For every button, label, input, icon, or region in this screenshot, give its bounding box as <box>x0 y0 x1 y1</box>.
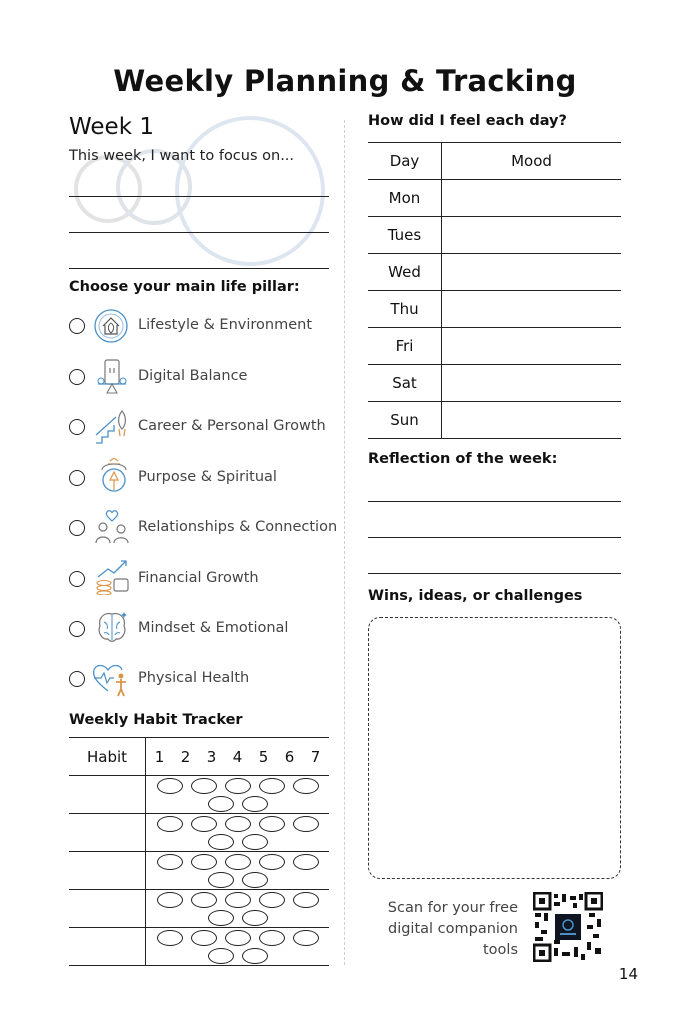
habit-checkbox[interactable] <box>191 816 217 832</box>
pillar-label: Physical Health <box>138 670 250 686</box>
pillar-label: Lifestyle & Environment <box>138 317 313 333</box>
radio-button[interactable] <box>69 470 85 486</box>
radio-button[interactable] <box>69 621 85 637</box>
habit-checkboxes <box>146 852 330 890</box>
habit-checkbox[interactable] <box>259 778 285 794</box>
habit-checkbox[interactable] <box>208 796 234 812</box>
radio-button[interactable] <box>69 369 85 385</box>
habit-checkbox[interactable] <box>208 948 234 964</box>
day-number: 1 <box>154 747 165 766</box>
habit-checkboxes <box>146 890 330 928</box>
habit-checkbox[interactable] <box>242 910 268 926</box>
habit-checkbox[interactable] <box>208 834 234 850</box>
mood-cell[interactable] <box>442 328 622 365</box>
reflection-line-2[interactable] <box>368 537 621 538</box>
qr-code[interactable] <box>533 892 603 962</box>
day-column-headers <box>146 738 330 776</box>
pillar-label: Financial Growth <box>138 570 259 586</box>
mood-row <box>368 254 621 291</box>
day-cell: Fri <box>368 328 442 365</box>
habit-row <box>69 814 329 852</box>
rocket-stairs-icon <box>94 409 130 445</box>
pillar-heading: Choose your main life pillar: <box>69 279 300 295</box>
habit-checkbox[interactable] <box>242 872 268 888</box>
habit-checkbox[interactable] <box>293 816 319 832</box>
habit-column-header: Habit <box>69 738 146 776</box>
day-number: 4 <box>232 747 243 766</box>
habit-checkbox[interactable] <box>191 854 217 870</box>
day-column-header: Day <box>368 143 442 180</box>
day-number: 5 <box>258 747 269 766</box>
radio-button[interactable] <box>69 520 85 536</box>
mood-header-row <box>368 143 621 180</box>
habit-checkbox[interactable] <box>208 872 234 888</box>
mood-row <box>368 365 621 402</box>
habit-row <box>69 890 329 928</box>
habit-checkbox[interactable] <box>259 892 285 908</box>
habit-checkbox[interactable] <box>293 778 319 794</box>
pillar-label: Relationships & Connection <box>138 519 338 535</box>
phone-balance-icon <box>94 358 130 394</box>
habit-checkbox[interactable] <box>242 834 268 850</box>
day-cell: Sat <box>368 365 442 402</box>
habit-name-cell[interactable] <box>69 890 146 928</box>
habit-checkbox[interactable] <box>225 892 251 908</box>
focus-prompt: This week, I want to focus on... <box>69 148 295 164</box>
scan-line-3: tools <box>482 942 518 958</box>
mood-row <box>368 180 621 217</box>
mood-cell[interactable] <box>442 291 622 328</box>
mood-row <box>368 328 621 365</box>
page-number: 14 <box>618 965 638 983</box>
habit-checkbox[interactable] <box>191 892 217 908</box>
day-number: 6 <box>284 747 295 766</box>
habit-checkbox[interactable] <box>157 854 183 870</box>
mood-cell[interactable] <box>442 180 622 217</box>
radio-button[interactable] <box>69 571 85 587</box>
house-leaf-icon <box>93 308 129 344</box>
habit-checkbox[interactable] <box>225 930 251 946</box>
mood-table <box>368 142 621 439</box>
heart-pulse-person-icon <box>92 661 128 697</box>
habit-checkbox[interactable] <box>259 930 285 946</box>
column-divider <box>344 120 345 965</box>
habit-checkbox[interactable] <box>293 930 319 946</box>
habit-name-cell[interactable] <box>69 814 146 852</box>
habit-checkbox[interactable] <box>242 948 268 964</box>
reflection-line-3[interactable] <box>368 573 621 574</box>
habit-checkbox[interactable] <box>225 816 251 832</box>
mood-cell[interactable] <box>442 402 622 439</box>
habit-row <box>69 928 329 966</box>
day-cell: Thu <box>368 291 442 328</box>
habit-checkboxes <box>146 928 330 966</box>
habit-name-cell[interactable] <box>69 928 146 966</box>
mood-cell[interactable] <box>442 217 622 254</box>
radio-button[interactable] <box>69 318 85 334</box>
habit-checkbox[interactable] <box>293 892 319 908</box>
habit-row <box>69 776 329 814</box>
habit-checkbox[interactable] <box>157 930 183 946</box>
day-number: 7 <box>310 747 321 766</box>
habit-checkbox[interactable] <box>157 778 183 794</box>
habit-tracker-heading: Weekly Habit Tracker <box>69 712 243 728</box>
page-title: Weekly Planning & Tracking <box>113 64 577 98</box>
habit-checkbox[interactable] <box>191 778 217 794</box>
habit-checkbox[interactable] <box>225 854 251 870</box>
habit-name-cell[interactable] <box>69 852 146 890</box>
day-cell: Mon <box>368 180 442 217</box>
habit-row <box>69 852 329 890</box>
habit-checkbox[interactable] <box>242 796 268 812</box>
mood-cell[interactable] <box>442 365 622 402</box>
wins-heading: Wins, ideas, or challenges <box>368 588 583 604</box>
mood-row <box>368 402 621 439</box>
mood-row <box>368 291 621 328</box>
radio-button[interactable] <box>69 419 85 435</box>
day-number: 3 <box>206 747 217 766</box>
habit-checkboxes <box>146 776 330 814</box>
people-heart-icon <box>94 509 130 545</box>
scan-caption <box>380 898 518 961</box>
day-cell: Wed <box>368 254 442 291</box>
mood-column-header: Mood <box>442 143 622 180</box>
reflection-heading: Reflection of the week: <box>368 451 558 467</box>
wins-notes-box[interactable] <box>368 617 621 879</box>
habit-checkbox[interactable] <box>259 816 285 832</box>
focus-line-3[interactable] <box>69 268 329 269</box>
pillar-label: Mindset & Emotional <box>138 620 289 636</box>
habit-checkbox[interactable] <box>259 854 285 870</box>
pillar-label: Career & Personal Growth <box>138 418 326 434</box>
focus-line-1[interactable] <box>69 196 329 197</box>
habit-tracker-table <box>69 737 329 966</box>
coins-wallet-icon <box>94 559 130 595</box>
day-cell: Tues <box>368 217 442 254</box>
habit-checkbox[interactable] <box>225 778 251 794</box>
habit-checkbox[interactable] <box>157 892 183 908</box>
habit-checkbox[interactable] <box>293 854 319 870</box>
radio-button[interactable] <box>69 671 85 687</box>
mood-cell[interactable] <box>442 254 622 291</box>
day-number: 2 <box>180 747 191 766</box>
lantern-icon <box>96 458 132 494</box>
habit-checkboxes <box>146 814 330 852</box>
scan-line-2: digital companion <box>387 921 518 937</box>
mood-row <box>368 217 621 254</box>
pillar-label: Digital Balance <box>138 368 248 384</box>
week-label: Week 1 <box>69 114 154 140</box>
day-cell: Sun <box>368 402 442 439</box>
scan-line-1: Scan for your free <box>387 900 518 916</box>
habit-checkbox[interactable] <box>191 930 217 946</box>
habit-header-row <box>69 738 329 776</box>
focus-line-2[interactable] <box>69 232 329 233</box>
brain-icon <box>94 610 130 646</box>
habit-checkbox[interactable] <box>157 816 183 832</box>
habit-checkbox[interactable] <box>208 910 234 926</box>
reflection-line-1[interactable] <box>368 501 621 502</box>
mood-heading: How did I feel each day? <box>368 113 567 129</box>
habit-name-cell[interactable] <box>69 776 146 814</box>
pillar-label: Purpose & Spiritual <box>138 469 277 485</box>
